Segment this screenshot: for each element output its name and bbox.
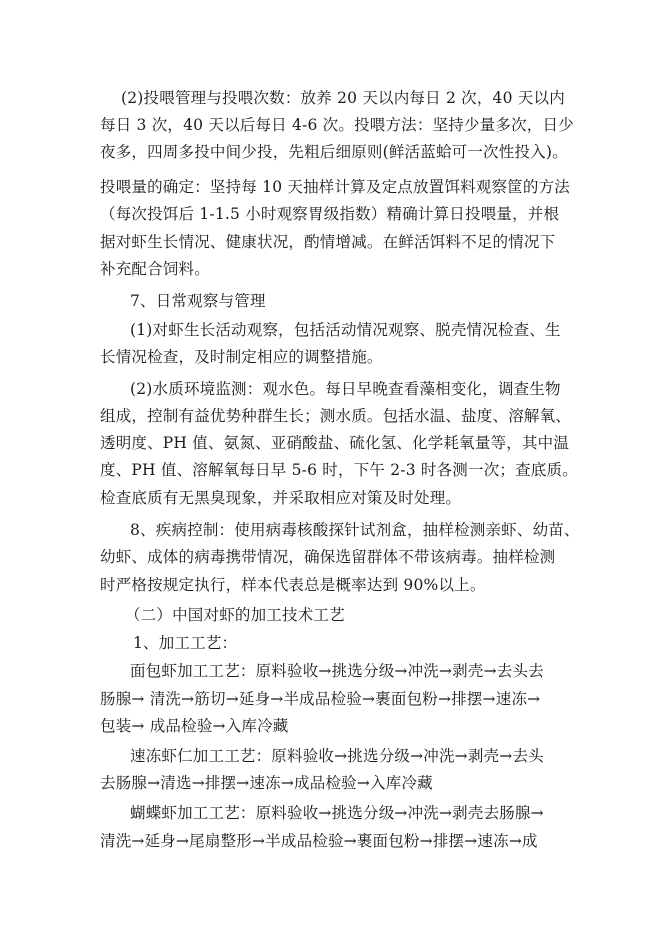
text-line: 蝴蝶虾加工工艺：原料验收→挑选分级→冲洗→剥壳去肠腺→ (130, 804, 544, 822)
text-line: (2)水质环境监测：观水色。每日早晚查看藻相变化，调查生物 (130, 380, 561, 398)
text-line: 组成，控制有益优势种群生长；测水质。包括水温、盐度、溶解氧、 (100, 407, 572, 425)
text-line: 面包虾加工工艺：原料验收→挑选分级→冲洗→剥壳→去头去 (130, 662, 544, 680)
text-line: (2)投喂管理与投喂次数：放养 20 天以内每日 2 次，40 天以内 (121, 89, 565, 107)
text-line: 每日 3 次，40 天以后每日 4-6 次。投喂方法：坚持少量多次，日少 (100, 116, 574, 134)
text-line: 度、PH 值、溶解氧每日早 5-6 时，下午 2-3 时各测一次；查底质。 (100, 461, 578, 479)
text-line: 时严格按规定执行，样本代表总是概率达到 90%以上。 (100, 576, 486, 594)
text-line: 夜多，四周多投中间少投，先粗后细原则(鲜活蓝蛤可一次性投入)。 (100, 143, 568, 161)
text-line: 透明度、PH 值、氨氮、亚硝酸盐、硫化氢、化学耗氧量等，其中温 (100, 434, 570, 452)
text-line: 清洗→延身→尾扇整形→半成品检验→裹面包粉→排摆→速冻→成 (100, 832, 538, 850)
text-line: 检查底质有无黑臭现象，并采取相应对策及时处理。 (100, 489, 462, 507)
text-line: 包装→ 成品检验→入库冷藏 (100, 717, 289, 735)
text-line: 投喂量的确定：坚持每 10 天抽样计算及定点放置饵料观察筐的方法 (100, 178, 570, 196)
subsection-heading: 1、加工工艺： (133, 634, 238, 652)
section-heading: （二）中国对虾的加工技术工艺 (125, 606, 345, 624)
section-heading: 7、日常观察与管理 (130, 292, 266, 310)
text-line: （每次投饵后 1-1.5 小时观察胃级指数）精确计算日投喂量，并根 (100, 205, 560, 223)
text-line: 据对虾生长情况、健康状况，酌情增减。在鲜活饵料不足的情况下 (100, 233, 556, 251)
text-line: 长情况检查，及时制定相应的调整措施。 (100, 348, 383, 366)
text-line: 速冻虾仁加工工艺：原料验收→挑选分级→冲洗→剥壳→去头 (130, 747, 544, 765)
text-line: 8、疾病控制：使用病毒核酸探针试剂盒，抽样检测亲虾、幼苗、 (130, 521, 580, 539)
text-line: 幼虾、成体的病毒携带情况，确保选留群体不带该病毒。抽样检测 (100, 548, 556, 566)
text-line: (1)对虾生长活动观察，包括活动情况观察、脱壳情况检查、生 (130, 321, 561, 339)
text-line: 肠腺→ 清洗→筋切→延身→半成品检验→裹面包粉→排摆→速冻→ (100, 690, 541, 708)
text-line: 补充配合饲料。 (100, 260, 210, 278)
text-line: 去肠腺→清选→排摆→速冻→成品检验→入库冷藏 (100, 774, 433, 792)
